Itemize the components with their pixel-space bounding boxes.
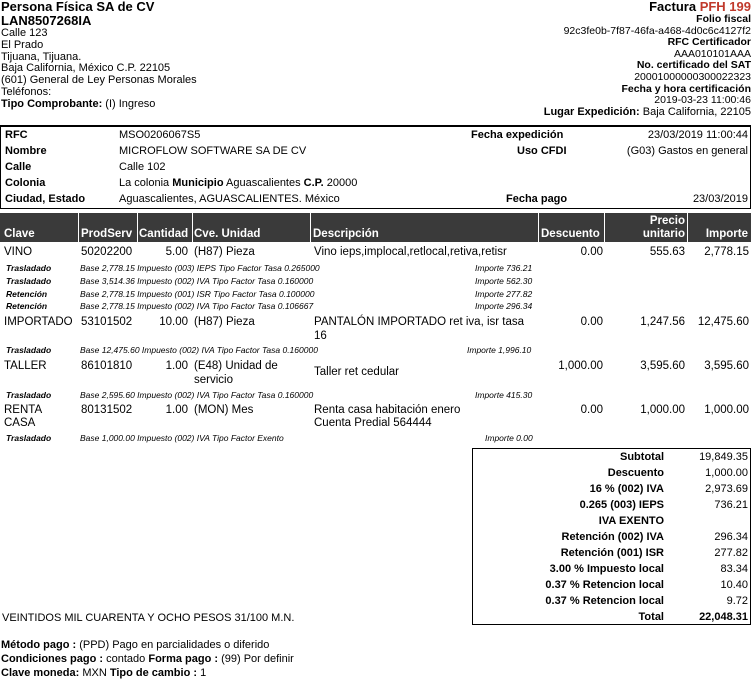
cell-clave: VINO	[4, 246, 33, 258]
total-label: 0.37 % Retencion local	[545, 579, 664, 591]
issuer-address-line: El Prado	[1, 38, 44, 51]
issuer-address-line: Calle 123	[1, 27, 48, 39]
uso-value: (G03) Gastos en general	[626, 145, 748, 157]
municipio-value: Aguascalientes	[226, 177, 301, 189]
municipio-label: Municipio	[172, 177, 224, 189]
cell-clave: RENTA	[4, 404, 43, 416]
issuer-address-line: Baja California, México C.P. 22105	[1, 62, 171, 75]
cell-descripcion-line2: Cuenta Predial 564444	[314, 417, 432, 429]
issuer-name: Persona Física SA de CV	[1, 0, 155, 14]
colonia-line	[119, 177, 357, 189]
cell-unidad: (E48) Unidad de	[194, 360, 278, 372]
header-precio: Precio	[649, 215, 685, 227]
condiciones-pago	[1, 653, 294, 665]
header-cantidad: Cantidad	[139, 228, 189, 240]
lugar-expedicion	[544, 107, 751, 119]
moneda-line	[1, 667, 206, 679]
cell-unidad: (H87) Pieza	[194, 246, 255, 258]
cell-cantidad: 1.00	[165, 404, 188, 416]
moneda-value: MXN	[82, 667, 107, 679]
cell-importe: 1,000.00	[704, 404, 749, 416]
items-table-header	[0, 213, 751, 242]
header-importe: Importe	[705, 228, 748, 240]
lugar-value: Baja California, 22105	[642, 105, 751, 118]
forma-label: Forma pago :	[148, 653, 219, 665]
cell-precio: 555.63	[649, 246, 685, 258]
tipo-comprobante-label: Tipo Comprobante:	[1, 97, 103, 110]
total-label: 0.265 (003) IEPS	[579, 499, 664, 511]
total-label: Retención (002) IVA	[561, 531, 664, 543]
header-clave: Clave	[4, 228, 35, 240]
cell-cantidad: 5.00	[165, 246, 188, 258]
receptor-box	[0, 125, 751, 209]
fiscal-block	[544, 0, 751, 118]
header-prodserv: ProdServ	[81, 228, 133, 240]
cp-value: 20000	[326, 177, 358, 189]
header-descuento: Descuento	[541, 228, 600, 240]
cell-unidad-line2: servicio	[194, 374, 233, 386]
factura-folio: PFH 199	[699, 0, 751, 14]
moneda-label: Clave moneda:	[1, 667, 80, 679]
rfc-cert-label: RFC Certificador	[667, 36, 751, 49]
factura-title	[544, 0, 751, 14]
total-value: 277.82	[714, 547, 748, 559]
cell-descuento: 1,000.00	[558, 360, 603, 372]
header-descripcion: Descripción	[313, 228, 379, 240]
cell-precio: 3,595.60	[640, 360, 685, 372]
condiciones-label: Condiciones pago :	[1, 653, 104, 665]
metodo-value: (PPD) Pago en parcialidades o diferido	[79, 639, 270, 651]
calle-value: Calle 102	[119, 161, 166, 173]
folio-fiscal-label: Folio fiscal	[696, 13, 751, 25]
ciudad-value: Aguascalientes, AGUASCALIENTES. México	[119, 193, 340, 205]
forma-value: (99) Por definir	[221, 653, 294, 665]
grand-total-value: 22,048.31	[699, 611, 748, 623]
cell-cantidad: 10.00	[159, 316, 188, 328]
cell-descuento: 0.00	[580, 404, 603, 416]
header-unidad: Cve. Unidad	[194, 228, 261, 240]
total-value: 1,000.00	[705, 467, 748, 479]
calle-label: Calle	[5, 161, 32, 173]
issuer-regimen: (601) General de Ley Personas Morales	[1, 74, 197, 87]
colonia-label: Colonia	[5, 177, 46, 189]
no-cert: 20001000000300022323	[634, 70, 751, 83]
amount-in-words: VEINTIDOS MIL CUARENTA Y OCHO PESOS 31/100 M.N.	[2, 612, 295, 624]
total-value: 9.72	[726, 595, 748, 607]
metodo-pago	[1, 639, 269, 651]
total-label: 3.00 % Impuesto local	[549, 563, 664, 575]
tipo-comprobante-value: (I) Ingreso	[105, 97, 156, 110]
total-label: Subtotal	[620, 451, 664, 463]
cell-precio: 1,247.56	[640, 316, 685, 328]
rfc-label: RFC	[5, 129, 28, 141]
cell-clave: IMPORTADO	[4, 316, 73, 328]
total-value: 2,973.69	[705, 483, 748, 495]
cell-importe: 12,475.60	[697, 316, 749, 328]
factura-label: Factura	[649, 0, 697, 14]
total-label: Descuento	[607, 467, 664, 479]
cell-prodserv: 86101810	[81, 360, 133, 372]
folio-fiscal: 92c3fe0b-7f87-46fa-a468-4d0c6c4127f2	[563, 24, 751, 37]
cell-descripcion-line2: 16	[314, 330, 327, 342]
cell-clave: TALLER	[4, 360, 47, 372]
fecha-pago-value: 23/03/2019	[692, 193, 748, 205]
fecha-cert-label: Fecha y hora certificación	[621, 82, 751, 95]
cell-importe: 2,778.15	[704, 246, 749, 258]
total-label: IVA EXENTO	[598, 515, 664, 527]
cell-prodserv: 80131502	[81, 404, 133, 416]
total-value: 83.34	[720, 563, 748, 575]
cell-descuento: 0.00	[580, 316, 603, 328]
issuer-address-line: Tijuana, Tijuana.	[1, 50, 82, 63]
cell-descripcion: Vino ieps,implocal,retlocal,retiva,retisr	[314, 246, 507, 258]
metodo-label: Método pago :	[1, 639, 77, 651]
grand-total-label: Total	[638, 611, 664, 623]
cell-descuento: 0.00	[580, 246, 603, 258]
total-value: 736.21	[714, 499, 748, 511]
total-value: 10.40	[720, 579, 748, 591]
tipo-comprobante	[1, 99, 197, 111]
fecha-pago-label: Fecha pago	[506, 193, 568, 205]
cell-precio: 1,000.00	[640, 404, 685, 416]
issuer-rfc: LAN8507268IA	[1, 13, 92, 28]
cell-unidad: (H87) Pieza	[194, 316, 255, 328]
colonia-value: La colonia	[119, 177, 170, 189]
rfc-cert: AAA010101AAA	[673, 47, 751, 60]
issuer-block	[1, 0, 197, 111]
total-label: Retención (001) ISR	[560, 547, 664, 559]
fecha-exp-value: 23/03/2019 11:00:44	[647, 129, 748, 141]
cell-unidad: (MON) Mes	[194, 404, 254, 416]
ciudad-label: Ciudad, Estado	[5, 193, 86, 205]
total-label: 16 % (002) IVA	[589, 483, 664, 495]
lugar-label: Lugar Expedición:	[543, 105, 640, 118]
no-cert-label: No. certificado del SAT	[636, 59, 751, 72]
rfc-value: MSO0206067S5	[119, 129, 201, 141]
nombre-label: Nombre	[5, 145, 47, 157]
cambio-label: Tipo de cambio :	[109, 667, 198, 679]
issuer-phones-label: Teléfonos:	[1, 85, 52, 98]
cell-descripcion: Renta casa habitación enero	[314, 404, 461, 416]
cell-descripcion: Taller ret cedular	[314, 366, 400, 378]
uso-label: Uso CFDI	[517, 145, 567, 157]
cell-importe: 3,595.60	[704, 360, 749, 372]
cp-label: C.P.	[303, 177, 324, 189]
cell-prodserv: 53101502	[81, 316, 133, 328]
cambio-value: 1	[200, 667, 207, 679]
cell-descripcion: PANTALÓN IMPORTADO ret iva, isr tasa	[314, 316, 525, 328]
cell-clave-line2: CASA	[4, 417, 36, 429]
fecha-exp-label: Fecha expedición	[471, 129, 564, 141]
fecha-cert: 2019-03-23 11:00:46	[654, 94, 751, 107]
condiciones-value: contado	[106, 653, 146, 665]
cell-cantidad: 1.00	[165, 360, 188, 372]
total-label: 0.37 % Retencion local	[545, 595, 664, 607]
nombre-value: MICROFLOW SOFTWARE SA DE CV	[119, 145, 307, 157]
totals-box	[472, 448, 751, 625]
cell-prodserv: 50202200	[81, 246, 133, 258]
total-value: 296.34	[714, 531, 748, 543]
total-value: 19,849.35	[699, 451, 748, 463]
header-unitario: unitario	[642, 228, 685, 240]
